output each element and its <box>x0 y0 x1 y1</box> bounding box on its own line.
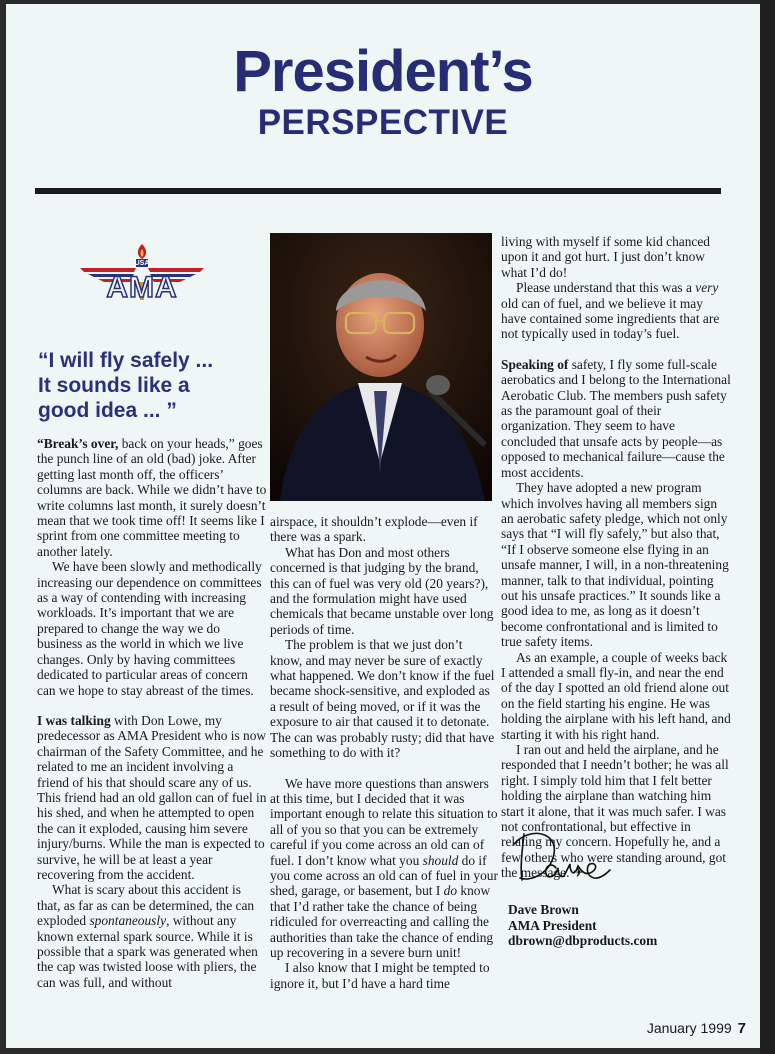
article-paragraph: What has Don and most others concerned is that judging by the brand, this can of fuel was very old (20 years?), and the formulation might have used chemicals that became unstable over long periods of time. <box>270 544 494 637</box>
scan-edge <box>760 0 775 1054</box>
logo-usa: USA <box>134 260 150 267</box>
page-subtitle: PERSPECTIVE <box>257 103 509 142</box>
article-paragraph: The problem is that we just don’t know, and may never be sure of exactly what happened. We don’t know if the fuel became shock-sensitive, and exploded as a result of being moved, or if it was the exposure to air that caused it to detonate. The can was probably rusty; did that have something to do with it? <box>270 637 495 761</box>
pull-quote-line: “I will fly safely ... <box>38 349 214 372</box>
article-paragraph: What is scary about this accident is that, as far as can be determined, the can exploded spontaneously, without any known external spark source. While it is possible that a spark was generated when the cap was twisted loose with pliers, the can was full, and without <box>37 882 258 990</box>
article-paragraph: I ran out and held the airplane, and he responded that I needn’t bother; he was all right. I simply told him that I felt better holding the airplane than watching him start it alone, that it was much safer. I was not confrontational, but effective in relating my concern. Hopefully he, and a few others who were standing around, got the message. ✈ <box>501 742 729 881</box>
signature-image <box>506 822 616 890</box>
ama-logo <box>76 242 208 304</box>
issue-date: January 1999 <box>646 1020 732 1036</box>
author-email: dbrown@dbproducts.com <box>508 933 658 949</box>
header-divider <box>35 188 721 194</box>
president-photo <box>270 233 492 501</box>
article-paragraph: Please understand that this was a very old can of fuel, and we believe it may have contained some ingredients that are not typically used in today’s fuel. <box>501 280 720 342</box>
author-role: AMA President <box>508 917 597 933</box>
article-paragraph: We have more questions than answers at this time, but I decided that it was important enough to relate this situation to all of you so that you can be extremely careful if you come across an old can of fuel. I don’t know what you should do if you come across an old can of fuel in your shed, garage, or basement, but I do know that I’d rather take the chance of being ridiculed for overreacting and calling the authorities than take the chance of ending up recovering in a severe burn unit! <box>270 775 498 960</box>
article-paragraph: They have adopted a new program which involves having all members sign an aerobatic safety pledge, which not only says that “I will fly safely,” but also that, “If I observe someone else flying in an unsafe manner, I will, in a non-threatening manner, talk to that individual, pointing out his unsafe practices.” It sounds like a good idea to me, as long as it doesn’t become confrontational and is limited to true safety items. <box>501 480 729 650</box>
article-paragraph: I was talking with Don Lowe, my predecessor as AMA President who is now chairman of the Safety Committee, and he related to me an incident involving a friend of his that should scare any of us. This friend had an old gallon can of fuel in his shed, and when he attempted to open the can it exploded, causing him severe injury/burns. While the man is expected to survive, he will be at least a year recovering from the accident. <box>37 712 267 882</box>
article-column-3 <box>501 234 731 881</box>
author-signature-block <box>508 902 708 949</box>
page-title: President’s <box>233 39 533 104</box>
article-paragraph: airspace, it shouldn’t explode—even if there was a spark. <box>270 514 478 545</box>
author-name: Dave Brown <box>508 902 579 917</box>
airplane-end-mark-icon: ✈ <box>572 865 585 881</box>
article-paragraph: Speaking of safety, I fly some full-scale aerobatics and I belong to the International Aerobatic Club. The members push safety as the paramount goal of their organization. They seem to have concluded that unsafe acts by people—as opposed to mechanical failure—cause the most accidents. <box>501 356 731 480</box>
article-column-1 <box>37 436 267 990</box>
article-paragraph: We have been slowly and methodically increasing our dependence on committees as a way of contending with increasing workloads. It’s important that we are prepared to change the way we do business as the world in which we live changes. Only by having committees dedicated to particular areas of concern can we hope to stay abreast of the times. <box>37 559 262 698</box>
page-number: 7 <box>737 1020 746 1037</box>
pull-quote-line: It sounds like a <box>38 374 190 397</box>
article-paragraph: “Break’s over, back on your heads,” goes the punch line of an old (bad) joke. After getting last month off, the officers’ columns are back. While we didn’t have to write columns last month, it surely doesn’t mean that we took time off! It seems like I sprint from one committee meeting to another lately. <box>37 436 267 559</box>
article-paragraph: living with myself if some kid chanced upon it and got hurt. I just don’t know what I’d do! <box>501 234 710 280</box>
pull-quote-line: good idea ... ” <box>38 399 177 422</box>
article-paragraph: I also know that I might be tempted to ignore it, but I’d have a hard time <box>270 960 490 991</box>
logo-letters: AMA <box>106 271 178 304</box>
magazine-page <box>6 4 760 1048</box>
article-column-2 <box>270 514 498 991</box>
article-paragraph: As an example, a couple of weeks back I attended a small fly-in, and near the end of the day I spotted an old friend alone out on the field starting his engine. He was holding the airplane with his left hand, and starting it with his right hand. <box>501 649 731 742</box>
pull-quote <box>38 348 268 423</box>
page-footer <box>566 1020 746 1037</box>
